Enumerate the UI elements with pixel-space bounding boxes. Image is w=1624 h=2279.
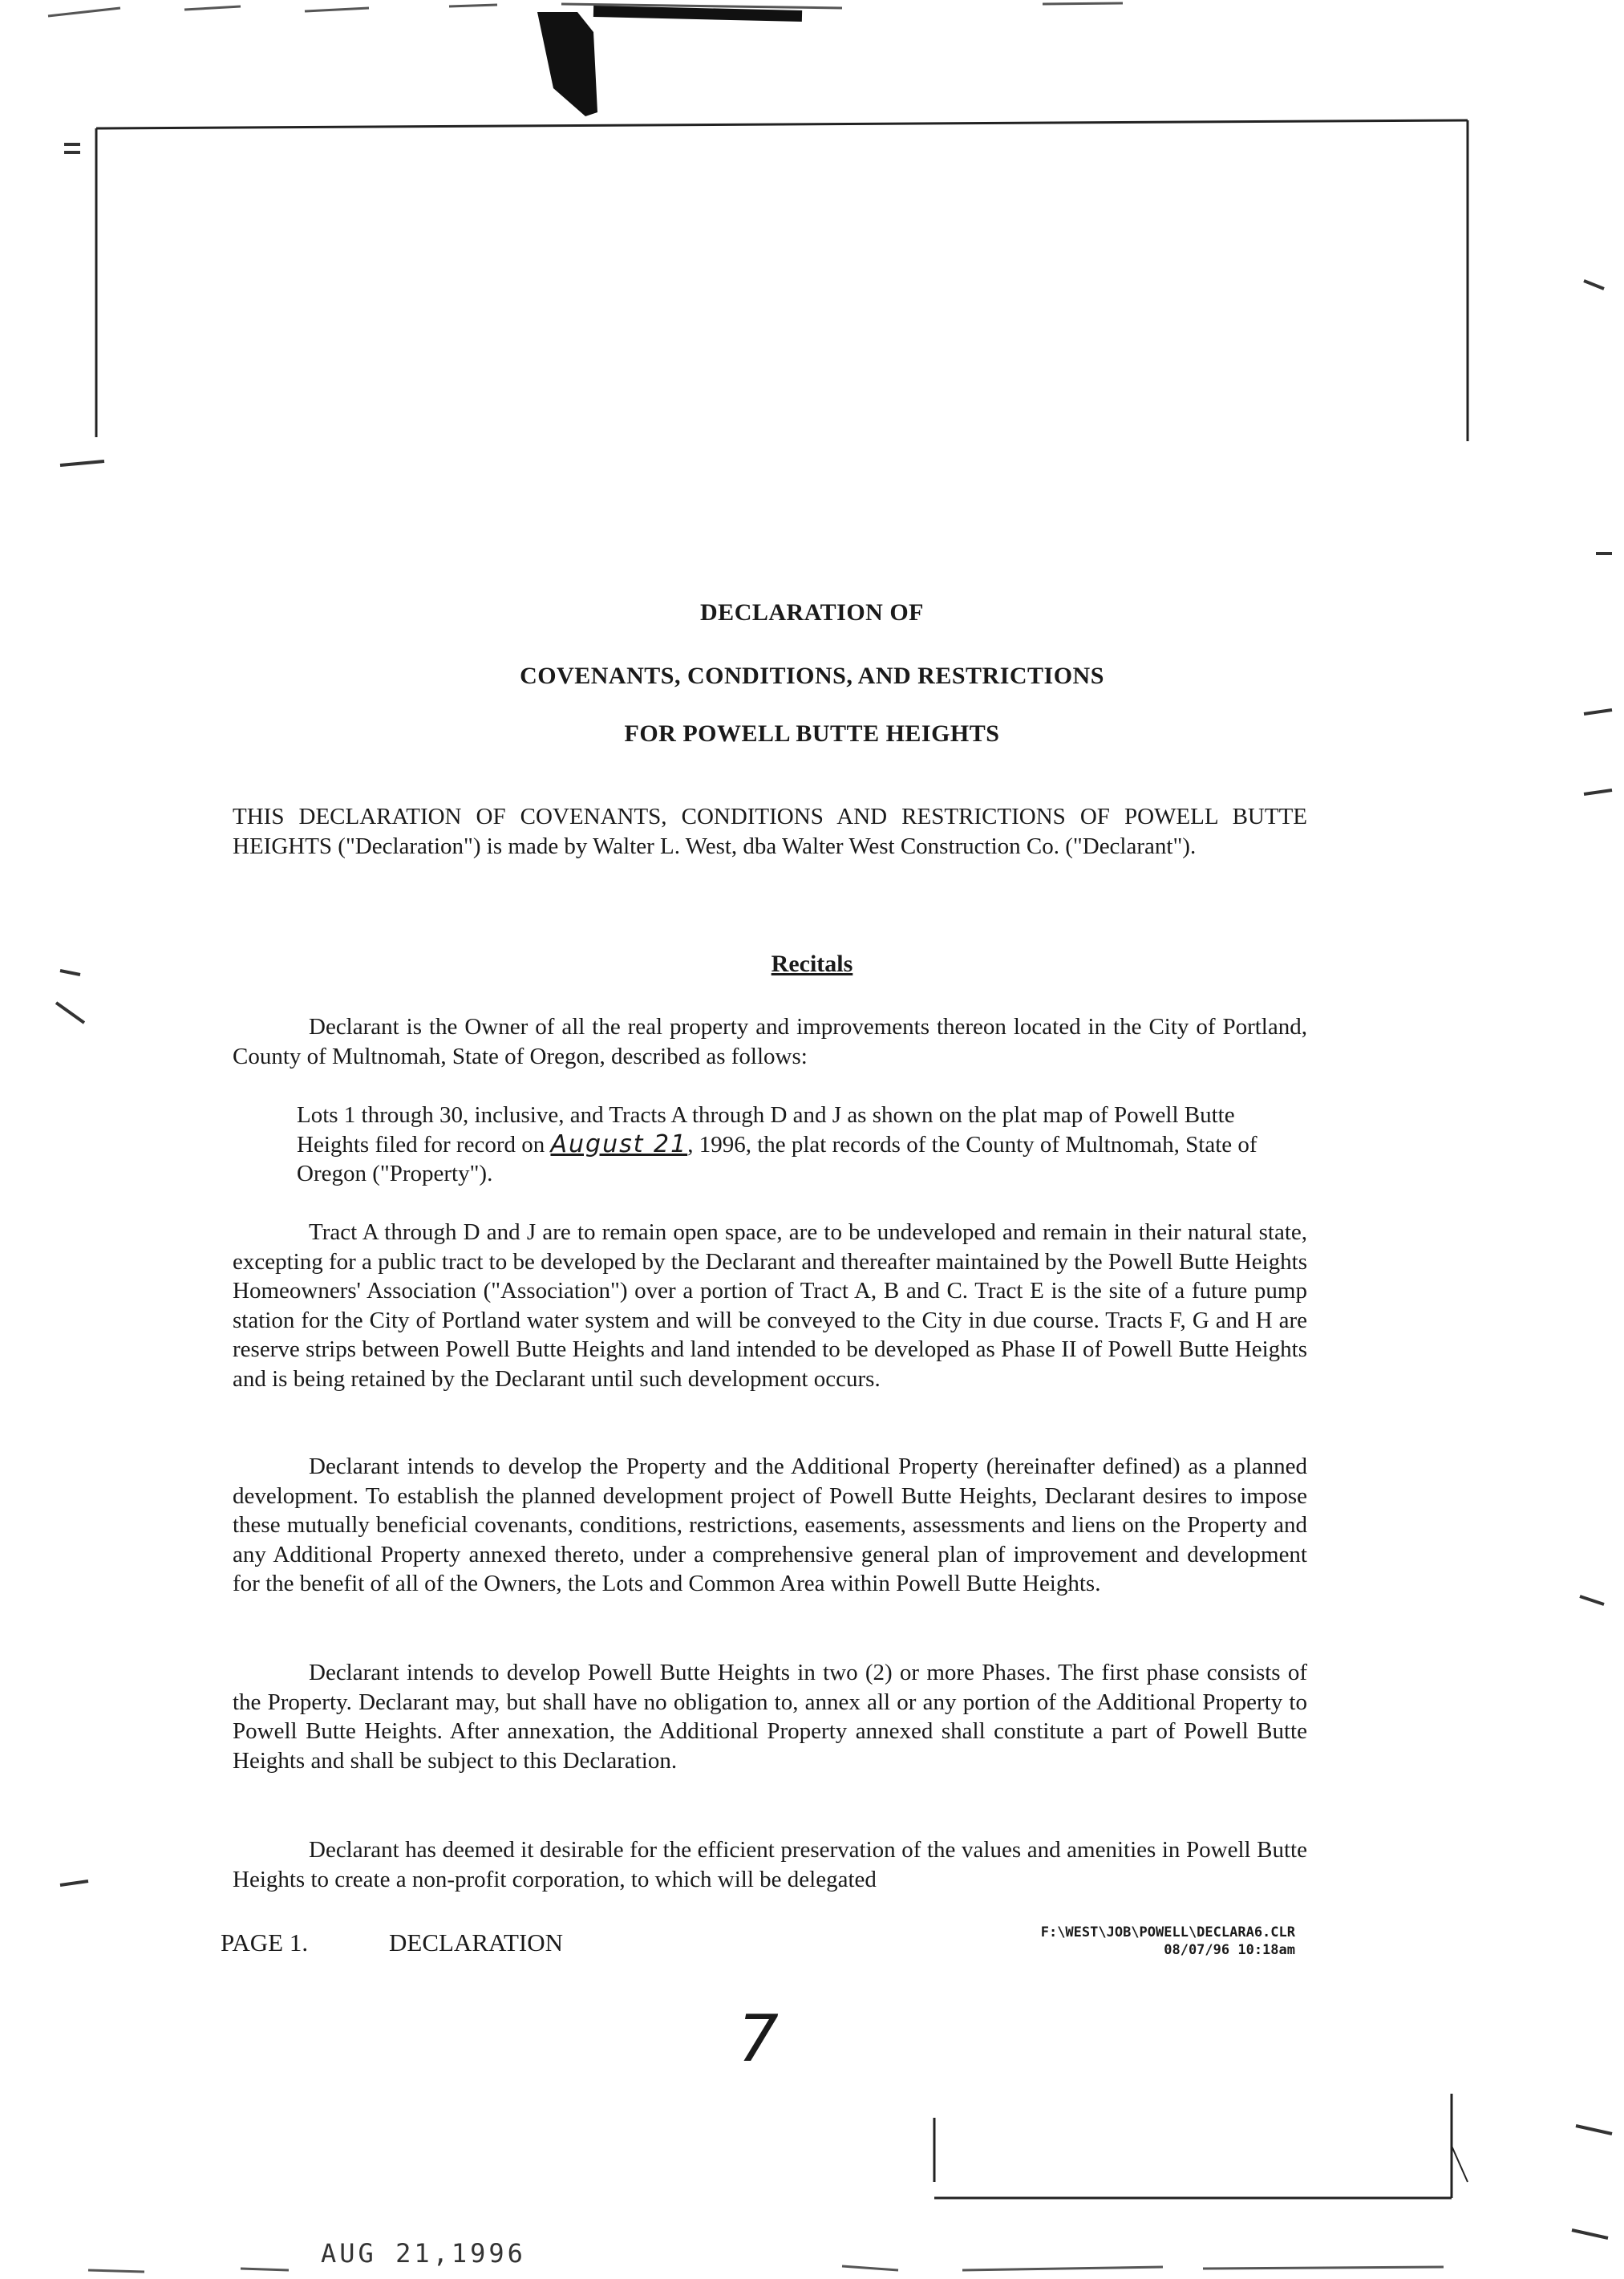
legal-desc-before: Lots 1 through 30, inclusive, and Tracts A through D and J as shown on the plat map of Powell Butte Heights filed for record on (297, 1102, 1235, 1158)
paragraph-3: Declarant intends to develop the Property and the Additional Property (hereinafter defined) as a planned development. To establish the planned development project of Powell Butte Heights, Declarant desires to impose these mutually beneficial covenants, conditions, restrictions, easements, assessments and liens on the Property and any Additional Property annexed thereto, under a comprehensive general plan of improvement and development for the benefit of all of the Owners, the Lots and Common Area within Powell Butte Heights. (233, 1454, 1307, 1596)
handwritten-page-number: 7 (738, 2001, 779, 2076)
title-line-2: COVENANTS, CONDITIONS, AND RESTRICTIONS (520, 663, 1104, 689)
footer-file-date: 08/07/96 10:18am (1164, 1942, 1295, 1958)
recitals-heading: Recitals (771, 951, 853, 977)
paragraph-1: Declarant is the Owner of all the real property and improvements thereon located in the City of Portland, County of Multnomah, State of Oregon, described as follows: (233, 1014, 1307, 1069)
recording-date-stamp: AUG 21,1996 (321, 2238, 526, 2269)
intro-paragraph: THIS DECLARATION OF COVENANTS, CONDITIONS AND RESTRICTIONS OF POWELL BUTTE HEIGHTS ("Declaration") is made by Walter L. West, dba Walter West Construction Co. ("Declarant"). (233, 804, 1307, 859)
footer-page-label: PAGE 1. (221, 1928, 309, 1957)
footer-doc-label: DECLARATION (389, 1928, 563, 1957)
paragraph-2: Tract A through D and J are to remain open space, are to be undeveloped and remain in their natural state, excepting for a public tract to be developed by the Declarant and thereafter maintained by the Powell Butte Heights Homeowners' Association ("Association") over a portion of Tract A, B and C. Tract E is the site of a future pump station for the City of Portland water system and will be conveyed to the City in due course. Tracts F, G and H are reserve strips between Powell Butte Heights and land intended to be developed as Phase II of Powell Butte Heights and is being retained by the Declarant until such development occurs. (233, 1219, 1307, 1392)
legal-description (297, 1101, 1259, 1189)
title-line-3: FOR POWELL BUTTE HEIGHTS (624, 720, 1000, 747)
paragraph-5: Declarant has deemed it desirable for the efficient preservation of the values and amenities in Powell Butte Heights to create a non-profit corporation, to which will be delegated (233, 1837, 1307, 1892)
title-line-1: DECLARATION OF (700, 599, 924, 626)
handwritten-date: August 21 (550, 1129, 688, 1158)
paragraph-4: Declarant intends to develop Powell Butte Heights in two (2) or more Phases. The first phase consists of the Property. Declarant may, but shall have no obligation to, annex all or any portion of the Additional Property to Powell Butte Heights. After annexation, the Additional Property annexed shall constitute a part of Powell Butte Heights and shall be subject to this Declaration. (233, 1660, 1307, 1774)
footer-file-path: F:\WEST\JOB\POWELL\DECLARA6.CLR (1040, 1924, 1295, 1940)
legal-desc-after: , 1996, the plat records of the County of Multnomah, State of Oregon ("Property"). (297, 1131, 1257, 1186)
